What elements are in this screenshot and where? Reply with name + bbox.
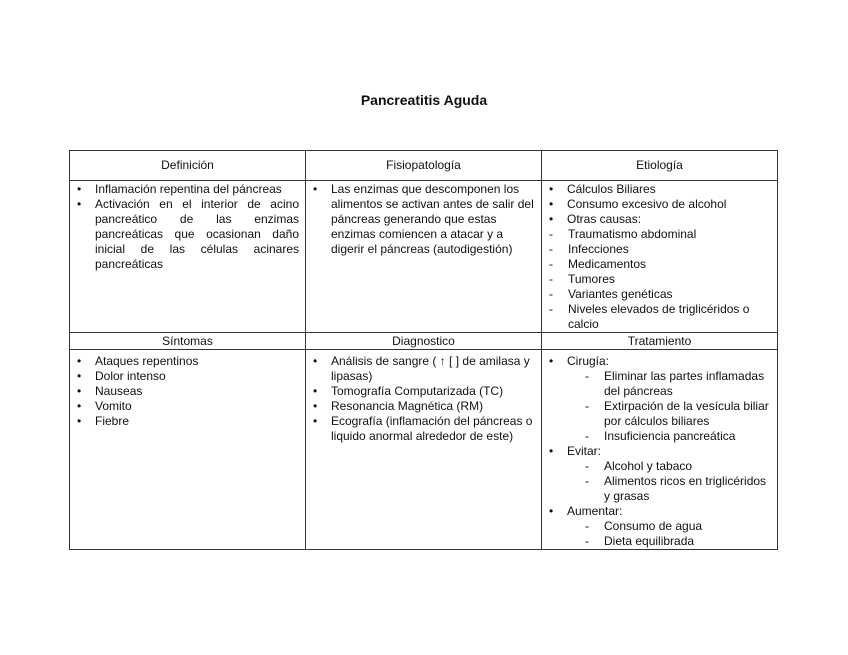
list-item: • Nauseas — [76, 384, 299, 399]
list-item: • Vomito — [76, 399, 299, 414]
diagnostico-cell — [306, 350, 542, 550]
list-item: • Cálculos Biliares — [548, 182, 771, 197]
sub-list-item: - Dieta equilibrada — [585, 534, 771, 549]
definicion-cell — [70, 181, 306, 333]
sub-list-item: - Traumatismo abdominal — [549, 227, 771, 242]
header-fisiopatologia: Fisiopatología — [306, 151, 542, 181]
list-item — [548, 212, 771, 227]
etiologia-cell — [542, 181, 778, 333]
header-sintomas: Síntomas — [70, 333, 306, 350]
sub-list-item: - Niveles elevados de triglicéridos o calcio — [549, 302, 771, 332]
list-item: • Dolor intenso — [76, 369, 299, 384]
sub-list-item: - Infecciones — [549, 242, 771, 257]
list-item: • Ataques repentinos — [76, 354, 299, 369]
sub-list-item: - Medicamentos — [549, 257, 771, 272]
header-diagnostico: Diagnostico — [306, 333, 542, 350]
summary-table — [69, 150, 778, 550]
sub-list-item: - Alcohol y tabaco — [585, 459, 771, 474]
list-item: • Fiebre — [76, 414, 299, 429]
sub-list-item: - Eliminar las partes inflamadas del páncreas — [585, 369, 771, 399]
tratamiento-cell — [542, 350, 778, 550]
list-item: • Consumo excesivo de alcohol — [548, 197, 771, 212]
table-header-row — [70, 333, 778, 350]
fisiopatologia-cell — [306, 181, 542, 333]
list-item: • Activación en el interior de acino pancreático de las enzimas pancreáticas que ocasionan daño inicial de las células acinares pancreáticas — [76, 197, 299, 272]
header-etiologia: Etiología — [542, 151, 778, 181]
sub-list-item: - Tumores — [549, 272, 771, 287]
sintomas-cell — [70, 350, 306, 550]
cirugia-label: Cirugía: — [567, 354, 610, 368]
evitar-label: Evitar: — [567, 444, 602, 458]
list-item: • Resonancia Magnética (RM) — [312, 399, 535, 414]
aumentar-label: Aumentar: — [567, 504, 623, 518]
sub-list-item: - Extirpación de la vesícula biliar por cálculos biliares — [585, 399, 771, 429]
list-item: • Inflamación repentina del páncreas — [76, 182, 299, 197]
document-title: Pancreatitis Aguda — [360, 92, 488, 108]
list-item: • Tomografía Computarizada (TC) — [312, 384, 535, 399]
otras-causas-label: Otras causas: — [567, 212, 642, 226]
table-row — [70, 181, 778, 333]
list-item — [548, 504, 771, 549]
list-item: • Análisis de sangre ( ↑ [ ] de amilasa y lipasas) — [312, 354, 535, 384]
sub-list-item: - Variantes genéticas — [549, 287, 771, 302]
list-item — [548, 354, 771, 444]
table-header-row — [70, 151, 778, 181]
list-item: • Las enzimas que descomponen los alimentos se activan antes de salir del páncreas generando que estas enzimas comiencen a atacar y a digerir el páncreas (autodigestión) — [312, 182, 535, 257]
sub-list-item: - Consumo de agua — [585, 519, 771, 534]
header-definicion: Definición — [70, 151, 306, 181]
list-item: • Ecografía (inflamación del páncreas o liquido anormal alrededor de este) — [312, 414, 535, 444]
sub-list-item: - Insuficiencia pancreática — [585, 429, 771, 444]
header-tratamiento: Tratamiento — [542, 333, 778, 350]
list-item — [548, 444, 771, 504]
sub-list-item: - Alimentos ricos en triglicéridos y grasas — [585, 474, 771, 504]
table-row — [70, 350, 778, 550]
